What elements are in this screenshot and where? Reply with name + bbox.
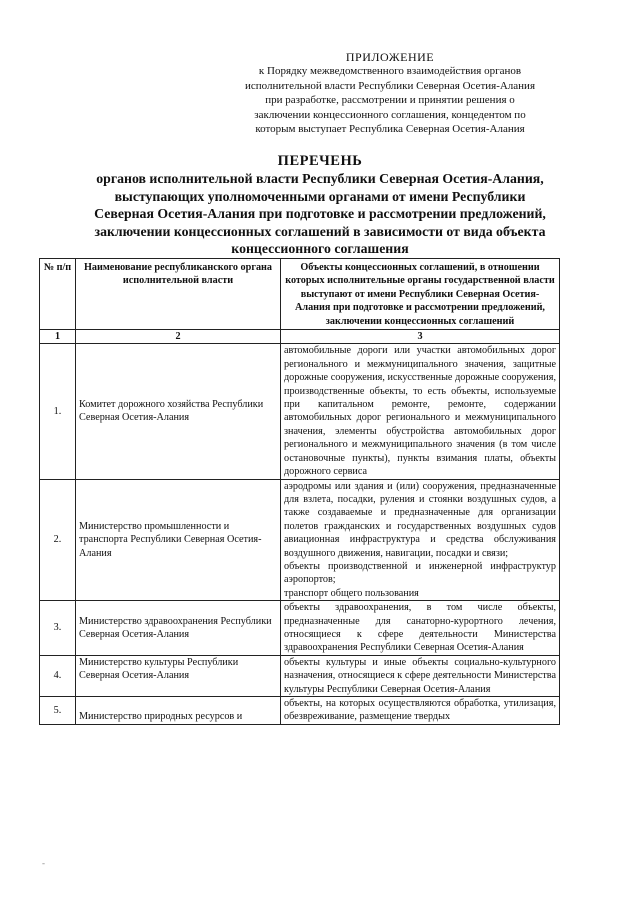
appendix-line: которым выступает Республика Северная Осетия-Алания (255, 123, 525, 136)
row-number: 2. (40, 479, 76, 601)
column-number: 1 (40, 330, 76, 344)
row-number: 5. (40, 697, 76, 725)
row-authority-name: Министерство культуры Республики Северная Осетия-Алания (76, 655, 281, 696)
row-authority-name: Министерство здравоохранения Республики Северная Осетия-Алания (76, 601, 281, 656)
row-number: 4. (40, 655, 76, 696)
document-title (20, 152, 620, 258)
column-number: 2 (76, 330, 281, 344)
row-number: 3. (40, 601, 76, 656)
row-authority-name: Комитет дорожного хозяйства Республики Северная Осетия-Алания (76, 344, 281, 479)
header-objects: Объекты концессионных соглашений, в отношении которых исполнительные органы государственной власти выступают от имени Республики Северная Осетия-Алания при подготовке и рассмотрении предложений, заключении концессионных соглашений (281, 259, 560, 330)
appendix-line: к Порядку межведомственного взаимодействия органов (258, 65, 522, 78)
row-number: 1. (40, 344, 76, 479)
table-header-row (40, 259, 560, 330)
appendix-line: исполнительной власти Республики Северная Осетия-Алания (244, 79, 536, 92)
page-edge-mark: - (42, 858, 45, 868)
column-number: 3 (281, 330, 560, 344)
table-row (40, 697, 560, 725)
title-line: органов исполнительной власти Республики Северная Осетия-Алания, (96, 171, 544, 186)
column-number-row (40, 330, 560, 344)
title-heading: ПЕРЕЧЕНЬ (277, 153, 363, 169)
row-objects-part: транспорт общего пользования (284, 587, 419, 599)
table-row (40, 344, 560, 479)
appendix-block (190, 50, 590, 136)
title-line: концессионного соглашения (231, 241, 409, 256)
header-num: № п/п (40, 259, 76, 330)
title-line: Северная Осетия-Алания при подготовке и рассмотрении предложений, (94, 206, 546, 221)
appendix-heading: ПРИЛОЖЕНИЕ (345, 50, 435, 64)
row-authority-name: Министерство промышленности и транспорта Республики Северная Осетия-Алания (76, 479, 281, 601)
authorities-table (39, 258, 560, 725)
appendix-line: при разработке, рассмотрении и принятии решения о (265, 94, 515, 107)
appendix-line: заключении концессионного соглашения, концедентом по (254, 108, 526, 121)
row-objects: объекты, на которых осуществляются обработка, утилизация, обезвреживание, размещение твердых (281, 697, 560, 725)
row-objects-part: аэродромы или здания и (или) сооружения, предназначенные для взлета, посадки, руления и стоянки воздушных судов, а также создаваемые и предназначенные для организации полетов гражданских и государственных воздушных судов авиационная инфраструктура и средства обслуживания воздушного движения, навигации, посадки и связи; (284, 480, 556, 559)
title-line: выступающих уполномоченными органами от имени Республики (114, 188, 526, 204)
row-objects (281, 479, 560, 601)
table-row (40, 479, 560, 601)
title-line: заключении концессионных соглашений в зависимости от вида объекта (94, 223, 546, 239)
table-row (40, 655, 560, 696)
row-objects: объекты здравоохранения, в том числе объекты, предназначенные для санаторно-курортного лечения, относящиеся к сфере деятельности Министерства здравоохранения Республики Северная Осетия-Алания (281, 601, 560, 656)
row-objects-part: объекты производственной и инженерной инфраструктур аэропортов; (284, 560, 556, 586)
row-objects: автомобильные дороги или участки автомобильных дорог регионального и межмуниципального значения, защитные дорожные сооружения, искусственные дорожные сооружения, производственные объекты, то есть объекты, используемые при капитальном ремонте, ремонте, содержании автомобильных дорог регионального и межмуниципального значения, элементы обустройства автомобильных дорог регионального и межмуниципального значения (в том числе остановочные пункты), пункты взимания платы, объекты дорожного сервиса (281, 344, 560, 479)
row-authority-name: Министерство природных ресурсов и (76, 697, 281, 725)
row-objects: объекты культуры и иные объекты социально-культурного назначения, относящиеся к сфере деятельности Министерства культуры Республики Северная Осетия-Алания (281, 655, 560, 696)
table-row (40, 601, 560, 656)
header-name: Наименование республиканского органа исполнительной власти (76, 259, 281, 330)
